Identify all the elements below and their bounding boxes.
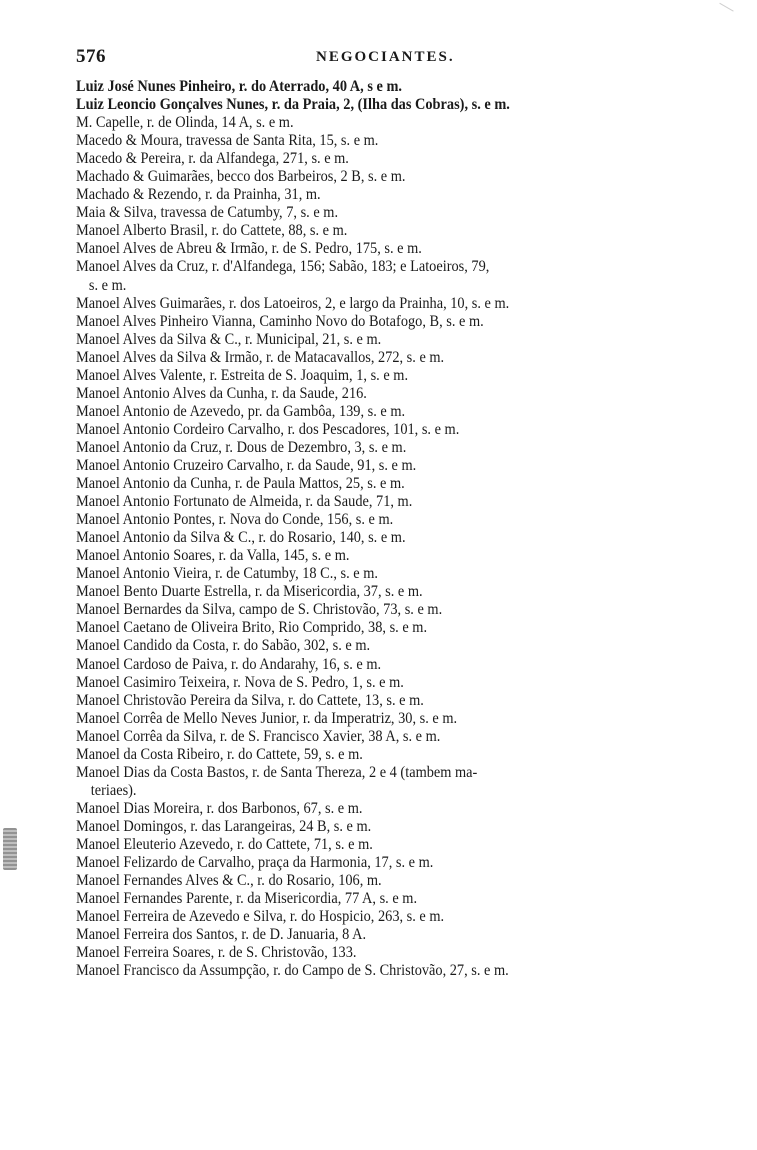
list-item: Manoel Caetano de Oliveira Brito, Rio Comprido, 38, s. e m.: [76, 619, 428, 637]
list-item: Manoel Alves Guimarães, r. dos Latoeiros, 2, e largo da Prainha, 10, s. e m.: [76, 294, 510, 312]
page-header: [76, 46, 706, 72]
list-item: Manoel Antonio Pontes, r. Nova do Conde, 156, s. e m.: [76, 511, 394, 529]
running-head: NEGOCIANTES.: [316, 49, 455, 65]
list-item: Manoel Dias Moreira, r. dos Barbonos, 67, s. e m.: [76, 799, 363, 817]
list-item: Manoel Antonio da Silva & C., r. do Rosario, 140, s. e m.: [76, 529, 406, 547]
list-item-continuation: s. e m.: [88, 276, 127, 294]
list-item: Manoel Fernandes Parente, r. da Misericordia, 77 A, s. e m.: [76, 890, 418, 908]
list-item: Manoel Francisco da Assumpção, r. do Campo de S. Christovão, 27, s. e m.: [76, 962, 509, 980]
list-item: Manoel Antonio da Cruz, r. Dous de Dezembro, 3, s. e m.: [76, 438, 407, 456]
list-item: Manoel Casimiro Teixeira, r. Nova de S. Pedro, 1, s. e m.: [76, 673, 404, 691]
list-item: Machado & Guimarães, becco dos Barbeiros, 2 B, s. e m.: [76, 168, 406, 186]
list-item: Manoel Fernandes Alves & C., r. do Rosario, 106, m.: [76, 872, 382, 890]
list-item: Luiz Leoncio Gonçalves Nunes, r. da Praia, 2, (Ilha das Cobras), s. e m.: [76, 96, 510, 114]
list-item-continuation: teriaes).: [90, 781, 137, 799]
corner-stain: [714, 3, 733, 21]
list-item: Manoel Felizardo de Carvalho, praça da Harmonia, 17, s. e m.: [76, 854, 434, 872]
list-item: Manoel Corrêa da Silva, r. de S. Francisco Xavier, 38 A, s. e m.: [76, 727, 441, 745]
list-item: Manoel Antonio Cruzeiro Carvalho, r. da Saude, 91, s. e m.: [76, 456, 417, 474]
list-item: Manoel Alves da Silva & Irmão, r. de Matacavallos, 272, s. e m.: [76, 348, 445, 366]
list-item: Manoel Antonio Soares, r. da Valla, 145, s. e m.: [76, 547, 350, 565]
list-item: Manoel Domingos, r. das Larangeiras, 24 B, s. e m.: [76, 817, 372, 835]
list-item: Manoel Cardoso de Paiva, r. do Andarahy, 16, s. e m.: [76, 655, 382, 673]
list-item: Manoel Alberto Brasil, r. do Cattete, 88, s. e m.: [76, 222, 348, 240]
list-item: Macedo & Moura, travessa de Santa Rita, 15, s. e m.: [76, 132, 379, 150]
list-item: Manoel Dias da Costa Bastos, r. de Santa Thereza, 2 e 4 (tambem ma-: [76, 763, 478, 781]
list-item: Manoel Christovão Pereira da Silva, r. do Cattete, 13, s. e m.: [76, 691, 424, 709]
list-item: Manoel Bento Duarte Estrella, r. da Misericordia, 37, s. e m.: [76, 583, 423, 601]
list-item: Maia & Silva, travessa de Catumby, 7, s. e m.: [76, 204, 339, 222]
list-item: Manoel Corrêa de Mello Neves Junior, r. da Imperatriz, 30, s. e m.: [76, 709, 458, 727]
list-item: Manoel Antonio da Cunha, r. de Paula Mattos, 25, s. e m.: [76, 475, 405, 493]
list-item: Manoel Alves da Silva & C., r. Municipal, 21, s. e m.: [76, 330, 382, 348]
list-item: Manoel Alves Pinheiro Vianna, Caminho Novo do Botafogo, B, s. e m.: [76, 312, 484, 330]
list-item: Manoel Antonio Fortunato de Almeida, r. da Saude, 71, m.: [76, 493, 413, 511]
list-item: Manoel Antonio de Azevedo, pr. da Gambôa, 139, s. e m.: [76, 402, 406, 420]
list-item: Manoel Antonio Vieira, r. de Catumby, 18 C., s. e m.: [76, 565, 378, 583]
list-item: Manoel Eleuterio Azevedo, r. do Cattete, 71, s. e m.: [76, 835, 373, 853]
list-item: M. Capelle, r. de Olinda, 14 A, s. e m.: [76, 114, 294, 132]
list-item: Manoel Antonio Cordeiro Carvalho, r. dos Pescadores, 101, s. e m.: [76, 420, 460, 438]
list-item: Manoel Alves da Cruz, r. d'Alfandega, 156; Sabão, 183; e Latoeiros, 79,: [76, 258, 490, 276]
entry-list: [76, 78, 708, 980]
list-item: Manoel Candido da Costa, r. do Sabão, 302, s. e m.: [76, 637, 371, 655]
page-number: 576: [76, 46, 106, 67]
list-item: Manoel Ferreira dos Santos, r. de D. Januaria, 8 A.: [76, 926, 367, 944]
list-item: Manoel Ferreira de Azevedo e Silva, r. do Hospicio, 263, s. e m.: [76, 908, 445, 926]
list-item: Manoel Antonio Alves da Cunha, r. da Saude, 216.: [76, 384, 367, 402]
list-item: Manoel da Costa Ribeiro, r. do Cattete, 59, s. e m.: [76, 745, 363, 763]
margin-stamp: [3, 828, 17, 870]
list-item: Luiz José Nunes Pinheiro, r. do Aterrado, 40 A, s e m.: [76, 78, 402, 95]
list-item: Manoel Alves Valente, r. Estreita de S. Joaquim, 1, s. e m.: [76, 366, 409, 384]
list-item: Machado & Rezendo, r. da Prainha, 31, m.: [76, 186, 321, 204]
list-item: Manoel Bernardes da Silva, campo de S. Christovão, 73, s. e m.: [76, 601, 443, 619]
list-item: Manoel Alves de Abreu & Irmão, r. de S. Pedro, 175, s. e m.: [76, 240, 422, 258]
list-item: Manoel Ferreira Soares, r. de S. Christovão, 133.: [76, 944, 357, 962]
list-item: Macedo & Pereira, r. da Alfandega, 271, s. e m.: [76, 150, 349, 168]
